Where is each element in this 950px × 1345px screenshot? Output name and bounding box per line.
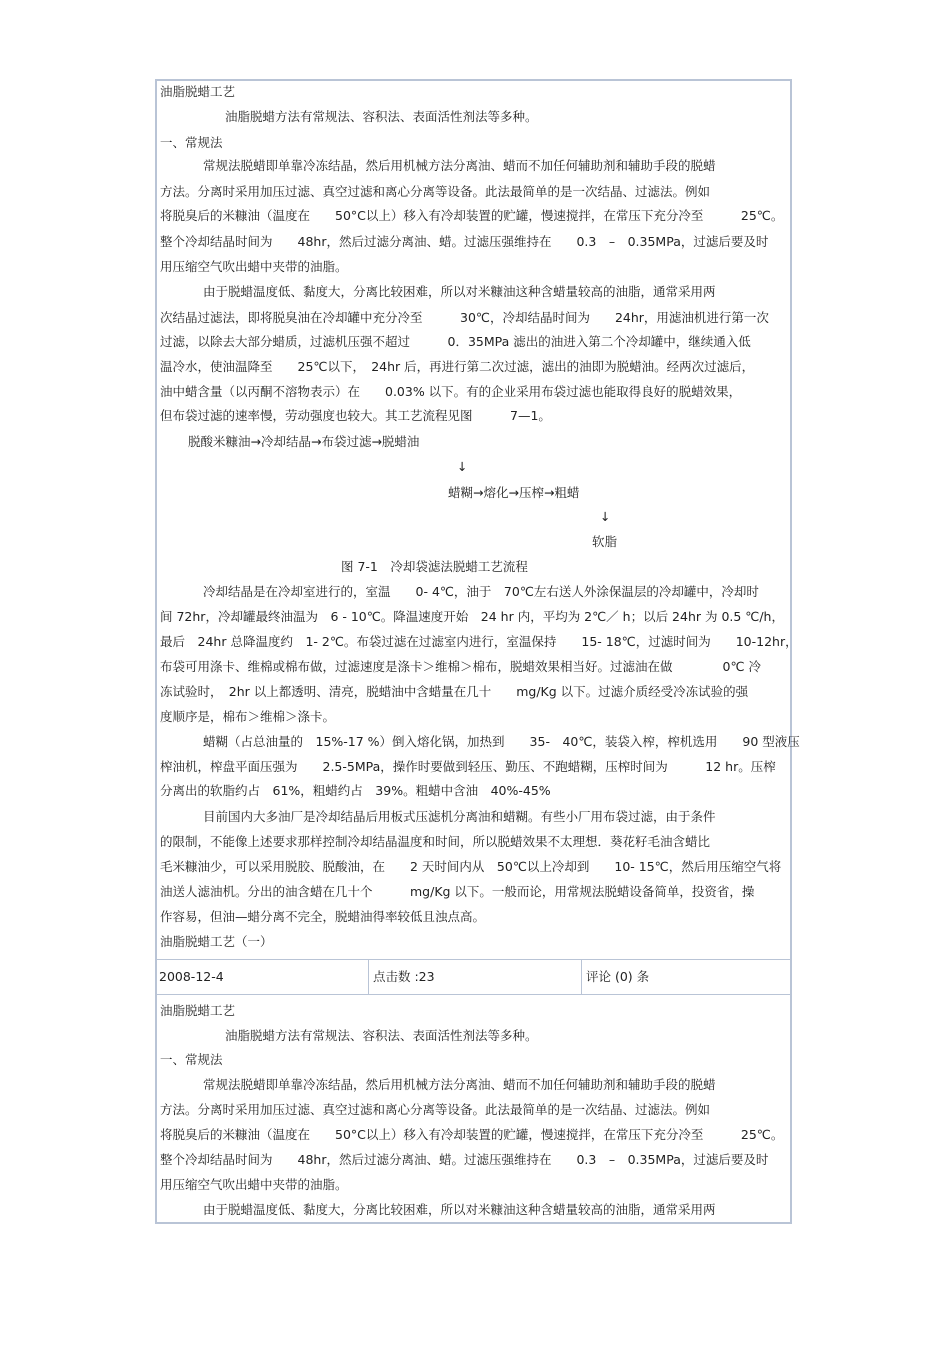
paragraph-line: 方法。分离时采用加压过滤、真空过滤和离心分离等设备。此法最简单的是一次结晶、过滤法。例如 xyxy=(160,1102,711,1117)
paragraph-line: 用压缩空气吹出蜡中夹带的油脂。 xyxy=(160,259,348,274)
paragraph-line: 冻试验时， 2hr 以上都透明、清亮，脱蜡油中含蜡量在几十 mg/Kg 以下。过滤介质经受冷冻试验的强 xyxy=(160,684,749,699)
flow-line-wax: 蜡糊→熔化→压榨→粗蜡 xyxy=(448,485,580,500)
paragraph-line: 用压缩空气吹出蜡中夹带的油脂。 xyxy=(160,1177,348,1192)
paragraph-line: 毛米糠油少，可以采用脱胶、脱酸油，在 2 天时间内从 50℃以上冷却到 10- 15℃，然后用压缩空气将 xyxy=(160,859,782,874)
paragraph-line: 最后 24hr 总降温度约 1- 2℃。布袋过滤在过滤室内进行，室温保持 15- 18℃，过滤时间为 10-12hr， xyxy=(160,634,798,649)
section-heading: 一、常规法 xyxy=(160,135,223,150)
click-count: 点击数 :23 xyxy=(373,969,435,984)
section-heading: 一、常规法 xyxy=(160,1052,223,1067)
flow-arrow-down: ↓ xyxy=(457,459,468,474)
comment-count-link[interactable]: 评论 (0) 条 xyxy=(586,969,650,984)
paragraph-line: 油中蜡含量（以丙酮不溶物表示）在 0.03% 以下。有的企业采用布袋过滤也能取得良好的脱蜡效果， xyxy=(160,384,742,399)
paragraph-line: 目前国内大多油厂是冷却结晶后用板式压滤机分离油和蜡糊。有些小厂用布袋过滤，由于条件 xyxy=(203,809,716,824)
flow-line-main: 脱酸米糠油→冷却结晶→布袋过滤→脱蜡油 xyxy=(188,434,420,449)
paragraph-line: 温冷水，使油温降至 25℃以下， 24hr 后，再进行第二次过滤，滤出的油即为脱蜡油。经两次过滤后， xyxy=(160,359,755,374)
article-footer-title: 油脂脱蜡工艺（一） xyxy=(160,934,273,949)
paragraph-line: 常规法脱蜡即单靠冷冻结晶，然后用机械方法分离油、蜡而不加任何辅助剂和辅助手段的脱蜡 xyxy=(203,1077,716,1092)
paragraph-line: 过滤，以除去大部分蜡质，过滤机压强不超过 0．35MPa 滤出的油进入第二个冷却罐中，继续通入低 xyxy=(160,334,751,349)
paragraph-line: 油送人滤油机。分出的油含蜡在几十个 mg/Kg 以下。一般而论，用常规法脱蜡设备简单，投资省，操 xyxy=(160,884,755,899)
paragraph-line: 由于脱蜡温度低、黏度大，分离比较困难，所以对米糠油这种含蜡量较高的油脂，通常采用两 xyxy=(203,284,716,299)
paragraph-line: 整个冷却结晶时间为 48hr，然后过滤分离油、蜡。过滤压强维持在 0.3 – 0.35MPa，过滤后要及时 xyxy=(160,1152,769,1167)
article-intro: 油脂脱蜡方法有常规法、容积法、表面活性剂法等多种。 xyxy=(225,109,538,124)
paragraph-line: 由于脱蜡温度低、黏度大，分离比较困难，所以对米糠油这种含蜡量较高的油脂，通常采用两 xyxy=(203,1202,716,1217)
paragraph-line: 间 72hr，冷却罐最终油温为 6 - 10℃。降温速度开始 24 hr 内，平均为 2℃／ h；以后 24hr 为 0.5 ℃/h， xyxy=(160,609,784,624)
paragraph-line: 蜡糊（占总油量的 15%-17 %）倒入熔化锅，加热到 35- 40℃，装袋入榨，榨机选用 90 型液压 xyxy=(203,734,800,749)
paragraph-line: 分离出的软脂约占 61%，粗蜡约占 39%。粗蜡中含油 40%-45% xyxy=(160,783,551,798)
paragraph-line: 次结晶过滤法，即将脱臭油在冷却罐中充分冷至 30℃，冷却结晶时间为 24hr，用滤油机进行第一次 xyxy=(160,310,769,325)
paragraph-line: 度顺序是，棉布＞维棉＞涤卡。 xyxy=(160,709,336,724)
paragraph-line: 榨油机，榨盘平面压强为 2.5-5MPa，操作时要做到轻压、勤压、不跑蜡糊，压榨时间为 12 hr。压榨 xyxy=(160,759,776,774)
article-meta-row xyxy=(155,959,792,995)
article-title: 油脂脱蜡工艺 xyxy=(160,84,236,99)
paragraph-line: 方法。分离时采用加压过滤、真空过滤和离心分离等设备。此法最简单的是一次结晶、过滤法。例如 xyxy=(160,184,711,199)
paragraph-line: 布袋可用涤卡、维棉或棉布做，过滤速度是涤卡＞维棉＞棉布，脱蜡效果相当好。过滤油在做 0℃ 冷 xyxy=(160,659,761,674)
article-title: 油脂脱蜡工艺 xyxy=(160,1003,236,1018)
paragraph-line: 的限制，不能像上述要求那样控制冷却结晶温度和时间，所以脱蜡效果不太理想．葵花籽毛油含蜡比 xyxy=(160,834,711,849)
paragraph-line: 常规法脱蜡即单靠冷冻结晶，然后用机械方法分离油、蜡而不加任何辅助剂和辅助手段的脱蜡 xyxy=(203,158,716,173)
paragraph-line: 将脱臭后的米糠油（温度在 50°C以上）移入有冷却装置的贮罐，慢速搅拌，在常压下充分冷至 25℃。 xyxy=(160,1127,784,1142)
paragraph-line: 整个冷却结晶时间为 48hr，然后过滤分离油、蜡。过滤压强维持在 0.3 – 0.35MPa，过滤后要及时 xyxy=(160,234,769,249)
article-frame xyxy=(155,79,792,1224)
paragraph-line: 冷却结晶是在冷却室进行的，室温 0- 4℃，油于 70℃左右送人外涂保温层的冷却罐中，冷却时 xyxy=(203,584,759,599)
flow-line-softfat: 软脂 xyxy=(592,534,618,549)
post-date: 2008-12-4 xyxy=(159,969,224,984)
paragraph-line: 但布袋过滤的速率慢，劳动强度也较大。其工艺流程见图 7—1。 xyxy=(160,408,551,423)
paragraph-line: 作容易，但油—蜡分离不完全，脱蜡油得率较低且浊点高。 xyxy=(160,909,486,924)
flow-arrow-down: ↓ xyxy=(600,509,611,524)
paragraph-line: 将脱臭后的米糠油（温度在 50°C以上）移入有冷却装置的贮罐，慢速搅拌，在常压下充分冷至 25℃。 xyxy=(160,208,784,223)
figure-caption: 图 7-1 冷却袋滤法脱蜡工艺流程 xyxy=(341,559,528,574)
article-intro: 油脂脱蜡方法有常规法、容积法、表面活性剂法等多种。 xyxy=(225,1028,538,1043)
